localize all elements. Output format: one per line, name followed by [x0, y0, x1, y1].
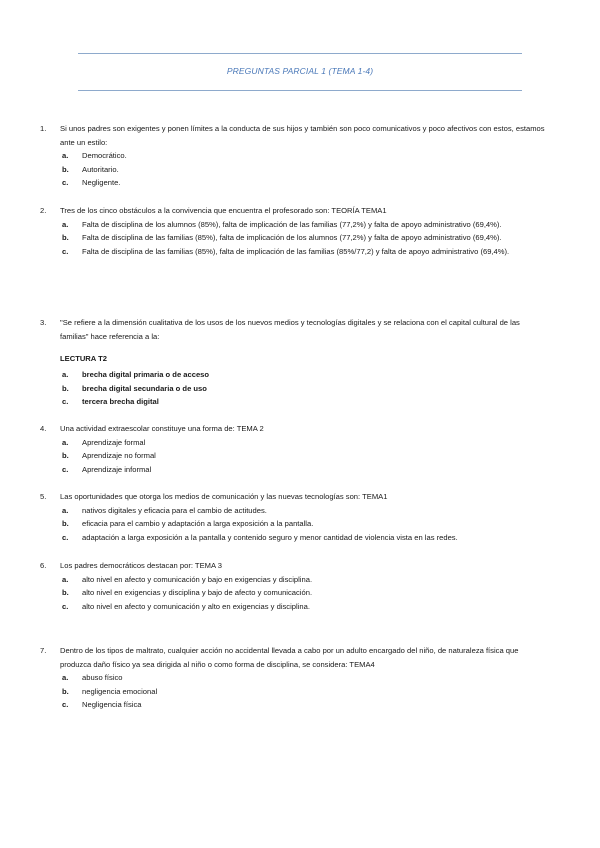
option-letter: b.: [62, 451, 69, 461]
option-c: [62, 395, 545, 409]
option-a: [62, 573, 545, 587]
option-text: Aprendizaje no formal: [82, 451, 156, 461]
option-letter: a.: [62, 437, 69, 447]
option-text: brecha digital secundaria o de uso: [82, 383, 207, 393]
option-a: [62, 504, 545, 518]
option-text: Negligencia física: [82, 700, 142, 710]
option-list: [62, 671, 545, 712]
option-list: [62, 149, 545, 190]
option-letter: c.: [62, 464, 69, 474]
option-letter: a.: [62, 673, 69, 683]
option-text: negligencia emocional: [82, 686, 158, 696]
page-title: PREGUNTAS PARCIAL 1 (TEMA 1-4): [226, 66, 374, 76]
option-c: [62, 463, 545, 477]
question-3: [40, 316, 545, 343]
header-rule-bottom: [78, 90, 522, 91]
option-letter: b.: [62, 588, 69, 598]
option-b: [62, 163, 545, 177]
option-text: Aprendizaje formal: [82, 437, 146, 447]
option-letter: a.: [62, 370, 69, 379]
option-b: [62, 586, 545, 600]
question-5: [40, 490, 545, 544]
option-c: [62, 531, 545, 545]
question-text: Los padres democráticos destacan por: TEMA 3: [60, 561, 222, 570]
question-text: Si unos padres son exigentes y ponen límites a la conducta de sus hijos y también son poco comunicativos y poco afectivos con estos, estamos ante un estilo:: [60, 124, 545, 147]
question-3-options: [40, 368, 545, 409]
option-text: alto nivel en exigencias y disciplina y bajo de afecto y comunicación.: [82, 588, 313, 598]
question-1: [40, 122, 545, 190]
option-letter: c.: [62, 700, 69, 710]
option-letter: c.: [62, 246, 69, 256]
option-a: [62, 436, 545, 450]
question-text: Tres de los cinco obstáculos a la convivencia que encuentra el profesorado son: TEORÍA TEMA1: [60, 206, 387, 215]
lectura-label: LECTURA T2: [60, 354, 107, 363]
option-c: [62, 698, 545, 712]
option-b: [62, 382, 545, 396]
option-letter: a.: [62, 505, 69, 515]
question-number: 6.: [40, 561, 47, 570]
question-text: Dentro de los tipos de maltrato, cualquier acción no accidental llevada a cabo por un adulto encargado del niño, de naturaleza física que produzca daño físico ya sea dirigida al niño o como forma de disciplina, se considera: TEMA4: [60, 646, 519, 669]
option-letter: b.: [62, 519, 69, 529]
option-text: Falta de disciplina de las familias (85%), falta de implicación de las familias (85%/77,2) y falta de apoyo administrativo (69,4%).: [82, 246, 510, 256]
option-a: [62, 671, 545, 685]
option-text: Falta de disciplina de las familias (85%), falta de implicación de los alumnos (77,2%) y falta de apoyo administrativo (69,4%).: [82, 233, 502, 243]
option-a: [62, 218, 545, 232]
question-4: [40, 422, 545, 476]
option-b: [62, 231, 545, 245]
question-number: 2.: [40, 206, 47, 215]
question-text: "Se refiere a la dimensión cualitativa de los usos de los nuevos medios y tecnologías digitales y se relaciona con el capital cultural de las familias" hace referencia a la:: [60, 318, 520, 341]
question-number: 4.: [40, 424, 47, 433]
option-letter: c.: [62, 178, 69, 188]
option-b: [62, 685, 545, 699]
option-text: eficacia para el cambio y adaptación a larga exposición a la pantalla.: [82, 519, 314, 529]
option-text: adaptación a larga exposición a la pantalla y contenido seguro y menor cantidad de violencia vista en las redes.: [82, 532, 458, 542]
option-list: [62, 218, 545, 259]
question-number: 1.: [40, 124, 47, 133]
option-letter: b.: [62, 164, 69, 174]
option-text: alto nivel en afecto y comunicación y alto en exigencias y disciplina.: [82, 601, 310, 611]
option-list: [62, 368, 545, 409]
option-c: [62, 176, 545, 190]
option-text: Democrático.: [82, 151, 127, 161]
question-text: Las oportunidades que otorga los medios de comunicación y las nuevas tecnologías son: TEMA1: [60, 492, 388, 501]
option-letter: a.: [62, 574, 69, 584]
option-text: Aprendizaje informal: [82, 464, 152, 474]
option-letter: b.: [62, 686, 69, 696]
option-text: abuso físico: [82, 673, 123, 683]
question-6: [40, 559, 545, 613]
question-number: 7.: [40, 646, 47, 655]
option-a: [62, 368, 545, 382]
option-a: [62, 149, 545, 163]
question-text: Una actividad extraescolar constituye una forma de: TEMA 2: [60, 424, 264, 433]
option-letter: a.: [62, 219, 69, 229]
option-text: nativos digitales y eficacia para el cambio de actitudes.: [82, 505, 267, 515]
option-list: [62, 504, 545, 545]
option-text: brecha digital primaria o de acceso: [82, 370, 210, 379]
question-number: 5.: [40, 492, 47, 501]
option-list: [62, 573, 545, 614]
question-7: [40, 644, 545, 712]
option-letter: b.: [62, 233, 69, 243]
option-letter: a.: [62, 151, 69, 161]
option-letter: c.: [62, 601, 69, 611]
option-text: tercera brecha digital: [82, 397, 159, 407]
option-text: Negligente.: [82, 178, 121, 188]
option-letter: c.: [62, 397, 69, 407]
option-b: [62, 449, 545, 463]
option-b: [62, 517, 545, 531]
option-text: Autoritario.: [82, 164, 119, 174]
option-letter: b.: [62, 383, 69, 393]
option-letter: c.: [62, 532, 69, 542]
option-text: alto nivel en afecto y comunicación y bajo en exigencias y disciplina.: [82, 574, 313, 584]
option-text: Falta de disciplina de los alumnos (85%), falta de implicación de las familias (77,2%) y falta de apoyo administrativo (69,4%).: [82, 219, 502, 229]
question-2: [40, 204, 545, 258]
option-list: [62, 436, 545, 477]
header-rule-top: [78, 53, 522, 54]
option-c: [62, 600, 545, 614]
question-number: 3.: [40, 318, 47, 327]
option-c: [62, 245, 545, 259]
